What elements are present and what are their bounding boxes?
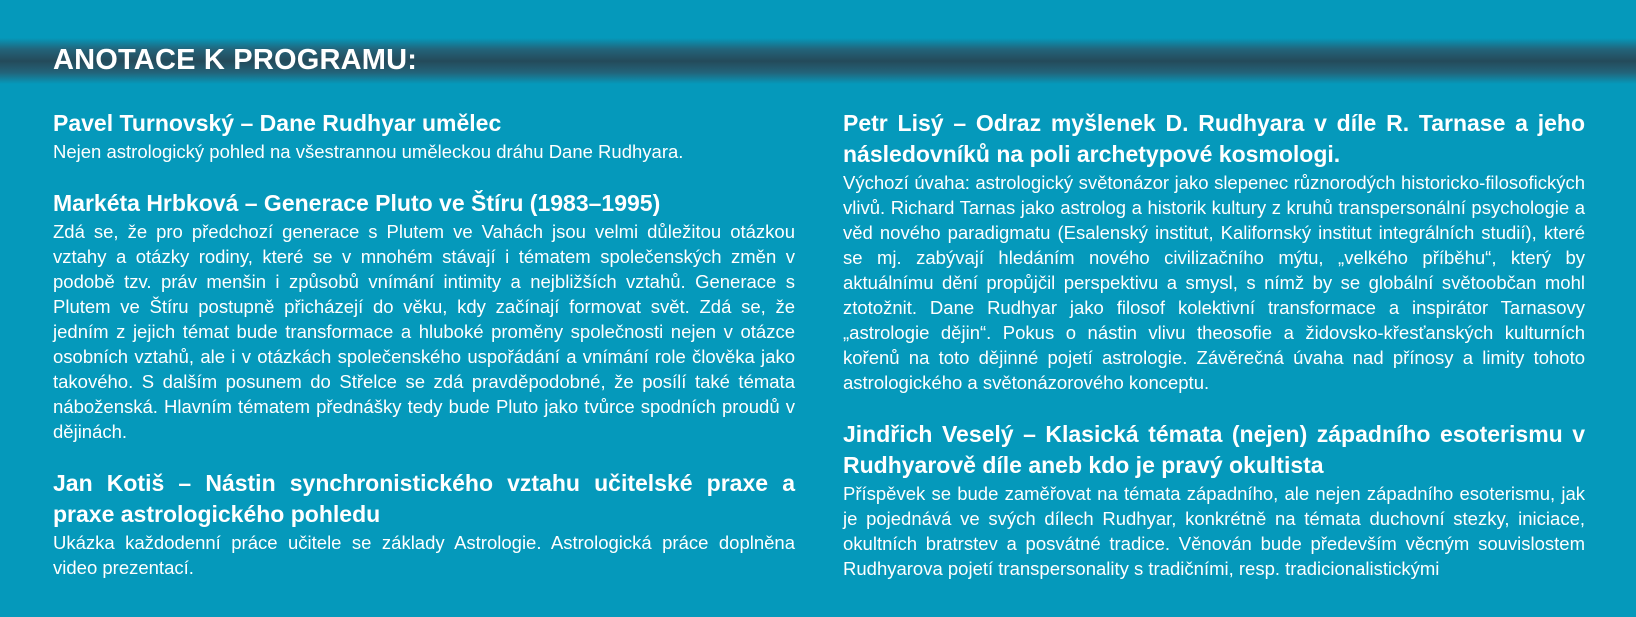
- entry-title: Jindřich Veselý – Klasická témata (nejen) západního esoterismu v Rudhyarově díle aneb kdo je pravý okultista: [843, 421, 1585, 478]
- entry-text: Zdá se, že pro předchozí generace s Plutem ve Vahách jsou velmi důležitou otázkou vztahy a otázky rodiny, které se v mnohém stávají i tématem společenských změn v podobě tzv. práv menšin i způsobů vnímání intimity a nejbližších vztahů. Generace s Plutem ve Štíru postupně přicházejí do věku, kdy začínají formovat svět. Zdá se, že jedním z jejich témat bude transformace a hluboké proměny společnosti nejen v otázce osobních vztahů, ale i v otázkách společenského uspořádání a vnímání role člověka jako takového. S dalším posunem do Střelce se zdá pravděpodobné, že posílí také témata náboženská. Hlavním tématem přednášky tedy bude Pluto jako tvůrce spodních proudů v dějinách.: [53, 221, 795, 442]
- program-entry: [843, 108, 1585, 395]
- entry-title: Jan Kotiš – Nástin synchronistického vztahu učitelské praxe a praxe astrologického pohledu: [53, 470, 795, 527]
- entry-title: Markéta Hrbková – Generace Pluto ve Štíru (1983–1995): [53, 190, 661, 216]
- right-column: [843, 108, 1585, 605]
- entry-text: Nejen astrologický pohled na všestrannou uměleckou dráhu Dane Rudhyara.: [53, 141, 684, 162]
- entry-text: Výchozí úvaha: astrologický světonázor jako slepenec různorodých historicko-filosofických vlivů. Richard Tarnas jako astrolog a historik kultury z kruhů transpersonální psychologie a věd nového paradigmatu (Esalenský institut, Kalifornský institut integrálních studií), které se mj. zabývají hledáním nového civilizačního mýtu, „velkého příběhu“, který by aktuálnímu dění propůjčil perspektivu a smysl, s nímž by se globální světoobčan mohl ztotožnit. Dane Rudhyar jako filosof kolektivní transformace a inspirátor Tarnasovy „astrologie dějin“. Pokus o nástin vlivu theosofie a židovsko-křesťanských kulturních kořenů na toto dějinné pojetí astrologie. Závěrečná úvaha nad přínosy a limity tohoto astrologického a světonázorového konceptu.: [843, 172, 1585, 393]
- entry-title: Petr Lisý – Odraz myšlenek D. Rudhyara v díle R. Tarnase a jeho následovníků na poli archetypové kosmologi.: [843, 110, 1585, 167]
- program-entry: [53, 468, 795, 580]
- entry-text: Příspěvek se bude zaměřovat na témata západního, ale nejen západního esoterismu, jak je pojednává ve svých dílech Rudhyar, konkrétně na témata duchovní stezky, iniciace, okultních bratrstev a posvátné tradice. Věnován bude především věcným souvislostem Rudhyarova pojetí transpersonality s tradičními, resp. tradicionalistickými: [843, 483, 1585, 579]
- program-entry: [843, 419, 1585, 581]
- program-entry: [53, 108, 795, 164]
- page-title: ANOTACE K PROGRAMU:: [53, 44, 418, 76]
- program-entry: [53, 188, 795, 444]
- entry-title: Pavel Turnovský – Dane Rudhyar umělec: [53, 110, 502, 136]
- left-column: [53, 108, 795, 604]
- entry-text: Ukázka každodenní práce učitele se základy Astrologie. Astrologická práce doplněna video prezentací.: [53, 532, 795, 578]
